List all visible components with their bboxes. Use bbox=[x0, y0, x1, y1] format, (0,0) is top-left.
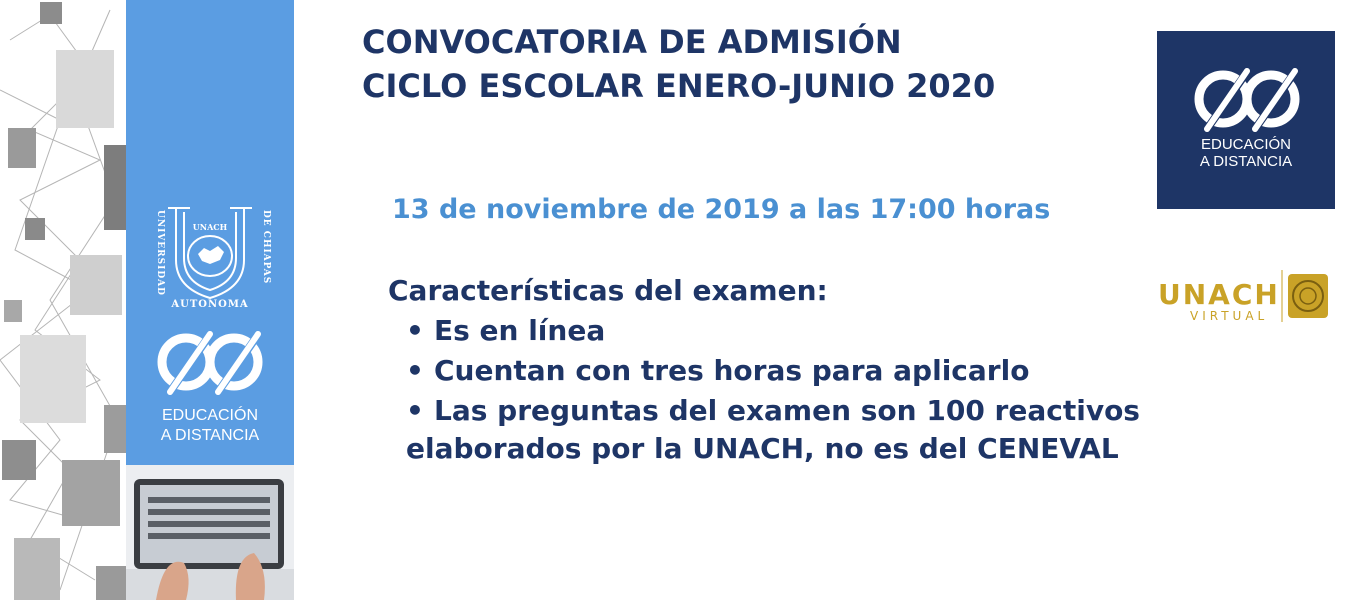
unach-seal-logo bbox=[146, 198, 274, 310]
title-line-2: CICLO ESCOLAR ENERO-JUNIO 2020 bbox=[362, 67, 996, 105]
feature-item bbox=[406, 352, 1029, 390]
bullet-icon: • bbox=[406, 354, 424, 387]
feature-text: Cuentan con tres horas para aplicarlo bbox=[434, 354, 1030, 387]
laptop-photo bbox=[126, 465, 294, 600]
seal-bottom-text: AUTONOMA bbox=[171, 299, 249, 310]
edu-logo-right-line2: A DISTANCIA bbox=[1199, 153, 1293, 170]
feature-item bbox=[406, 392, 1140, 430]
feature-item-continuation: elaborados por la UNACH, no es del CENEVAL bbox=[406, 432, 1119, 465]
edu-logo-left-line2: A DISTANCIA bbox=[160, 427, 260, 444]
title-line-1: CONVOCATORIA DE ADMISIÓN bbox=[362, 23, 902, 61]
unach-virtual-brand: UNACH bbox=[1158, 278, 1280, 311]
edu-logo-right-line1: EDUCACIÓN bbox=[1200, 136, 1292, 153]
unach-virtual-sub: VIRTUAL bbox=[1190, 309, 1269, 323]
bullet-icon: • bbox=[406, 314, 424, 347]
seal-left-text: UNIVERSIDAD bbox=[155, 210, 165, 296]
educacion-a-distancia-logo-right bbox=[1157, 31, 1335, 209]
feature-text: Las preguntas del examen son 100 reactivos bbox=[434, 394, 1140, 427]
educacion-a-distancia-logo-left bbox=[150, 330, 270, 448]
unach-virtual-logo bbox=[1156, 268, 1336, 324]
feature-text: Es en línea bbox=[434, 314, 606, 347]
features-heading: Características del examen: bbox=[388, 274, 828, 307]
edu-logo-left-line1: EDUCACIÓN bbox=[161, 407, 259, 424]
feature-item bbox=[406, 312, 605, 350]
exam-date-line: 13 de noviembre de 2019 a las 17:00 horas bbox=[392, 194, 1051, 225]
decorative-network-pattern bbox=[0, 0, 126, 600]
seal-shield-text: UNACH bbox=[192, 222, 228, 232]
bullet-icon: • bbox=[406, 394, 424, 427]
seal-right-text: DE CHIAPAS bbox=[261, 210, 271, 285]
